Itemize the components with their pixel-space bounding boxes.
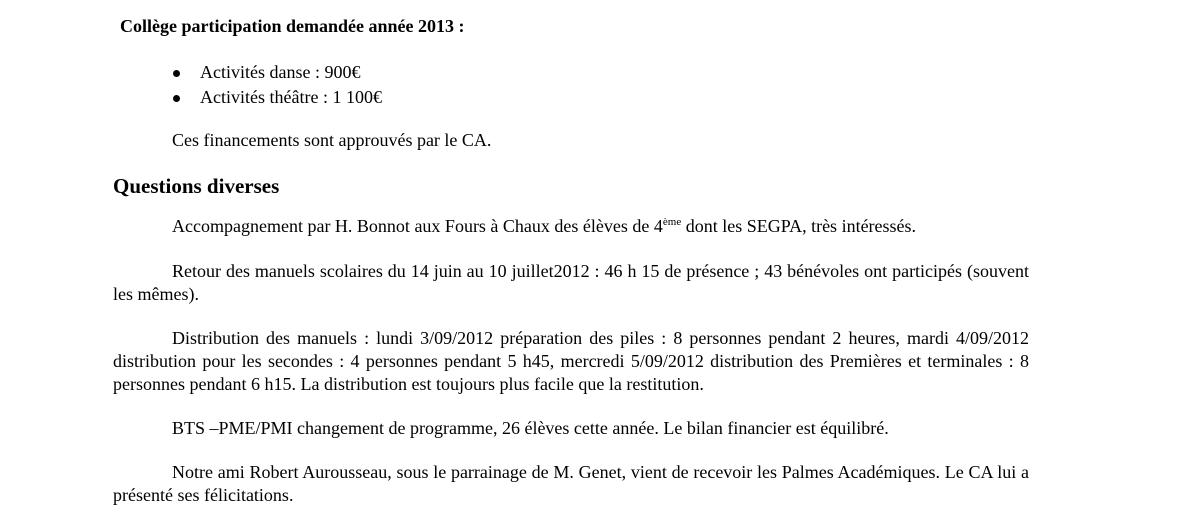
paragraph-accompagnement-start: Accompagnement par H. Bonnot aux Fours à Chaux des élèves de 4	[172, 216, 663, 236]
paragraph-palmes-academiques: Notre ami Robert Aurousseau, sous le parrainage de M. Genet, vient de recevoir les Palmes Académiques. Le CA lui a présenté ses félicitations.	[113, 462, 1029, 505]
activity-danse: Activités danse : 900€	[200, 62, 361, 82]
college-heading: Collège participation demandée année 2013 :	[120, 16, 465, 36]
bullet-icon	[173, 95, 180, 102]
superscript-eme: ème	[662, 216, 682, 228]
list-item	[172, 85, 382, 110]
paragraph-bts: BTS –PME/PMI changement de programme, 26 élèves cette année. Le bilan financier est équilibré.	[172, 418, 889, 438]
bullet-icon	[173, 70, 180, 77]
approval-paragraph: Ces financements sont approuvés par le CA.	[172, 130, 492, 150]
paragraph-distribution-manuels: Distribution des manuels : lundi 3/09/2012 préparation des piles : 8 personnes pendant 2 heures, mardi 4/09/2012 distribution pour les secondes : 4 personnes pendant 5 h45, mercredi 5/09/2012 distribution des Premières et terminales : 8 personnes pendant 6 h15. La distribution est toujours plus facile que la restitution.	[113, 328, 1029, 394]
activity-theatre: Activités théâtre : 1 100€	[200, 87, 382, 107]
paragraph-retour-manuels: Retour des manuels scolaires du 14 juin au 10 juillet2012 : 46 h 15 de présence ; 43 bénévoles ont participés (souvent les mêmes).	[113, 261, 1029, 304]
list-item	[172, 60, 382, 85]
paragraph-accompagnement	[113, 215, 1029, 238]
section-title-questions: Questions diverses	[113, 174, 280, 198]
college-activity-list	[172, 60, 382, 110]
paragraph-accompagnement-end: dont les SEGPA, très intéressés.	[681, 216, 917, 236]
